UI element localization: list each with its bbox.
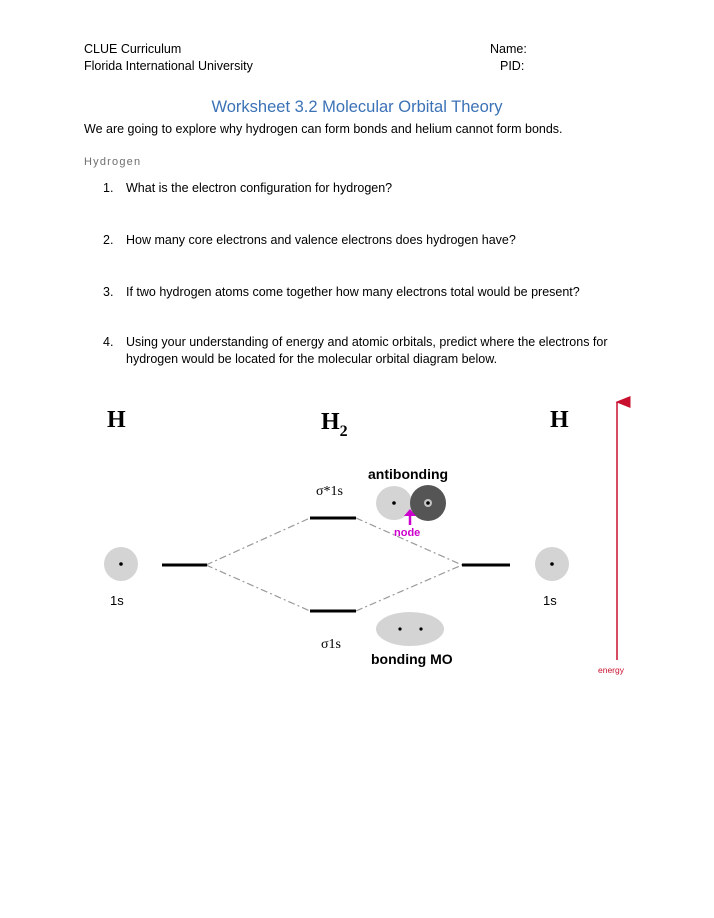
question-text: How many core electrons and valence electrons does hydrogen have? — [126, 233, 516, 247]
right-1s-label: 1s — [543, 593, 557, 608]
antibonding-nucleus-left — [392, 501, 396, 505]
bonding-nucleus-left — [398, 627, 401, 630]
sigma-star-1s-label: σ*1s — [316, 484, 343, 499]
question-number: 2. — [103, 233, 114, 247]
bonding-orbital — [376, 612, 444, 646]
antibonding-label: antibonding — [368, 466, 449, 482]
question-number: 3. — [103, 285, 114, 299]
page-title: Worksheet 3.2 Molecular Orbital Theory — [211, 98, 503, 116]
right-nucleus-dot — [550, 562, 554, 566]
name-field-label: Name: — [490, 42, 527, 56]
energy-label: energy — [598, 665, 624, 675]
question-text: If two hydrogen atoms come together how many electrons total would be present? — [126, 285, 580, 299]
question-text: Using your understanding of energy and atomic orbitals, predict where the electrons for hydrogen would be located for the molecular orbital diagram below. — [126, 335, 608, 366]
sigma-1s-label: σ1s — [321, 637, 341, 652]
question-1 — [103, 180, 643, 197]
question-4 — [103, 334, 643, 368]
section-heading: Hydrogen — [84, 156, 142, 168]
intro-text: We are going to explore why hydrogen can form bonds and helium cannot form bonds. — [84, 122, 563, 136]
left-nucleus-dot — [119, 562, 123, 566]
question-3 — [103, 284, 643, 301]
right-atom-label: H — [550, 407, 569, 433]
curriculum-name: CLUE Curriculum — [84, 42, 182, 56]
correlation-lines — [206, 518, 462, 611]
mo-diagram — [90, 392, 650, 692]
question-2 — [103, 232, 643, 249]
node-label: node — [394, 527, 421, 539]
question-number: 4. — [103, 335, 114, 349]
left-atom-label: H — [107, 407, 126, 433]
molecule-label: $H_2$ — [321, 409, 348, 440]
question-text: What is the electron configuration for hydrogen? — [126, 181, 393, 195]
header-left — [84, 41, 253, 75]
pid-field-label: PID: — [500, 59, 525, 73]
university-name: Florida International University — [84, 59, 253, 73]
bonding-nucleus-right — [419, 627, 422, 630]
question-number: 1. — [103, 181, 114, 195]
antibonding-nucleus-right — [426, 501, 430, 505]
bonding-mo-label: bonding MO — [371, 651, 453, 667]
header-right — [490, 41, 527, 75]
left-1s-label: 1s — [110, 593, 124, 608]
